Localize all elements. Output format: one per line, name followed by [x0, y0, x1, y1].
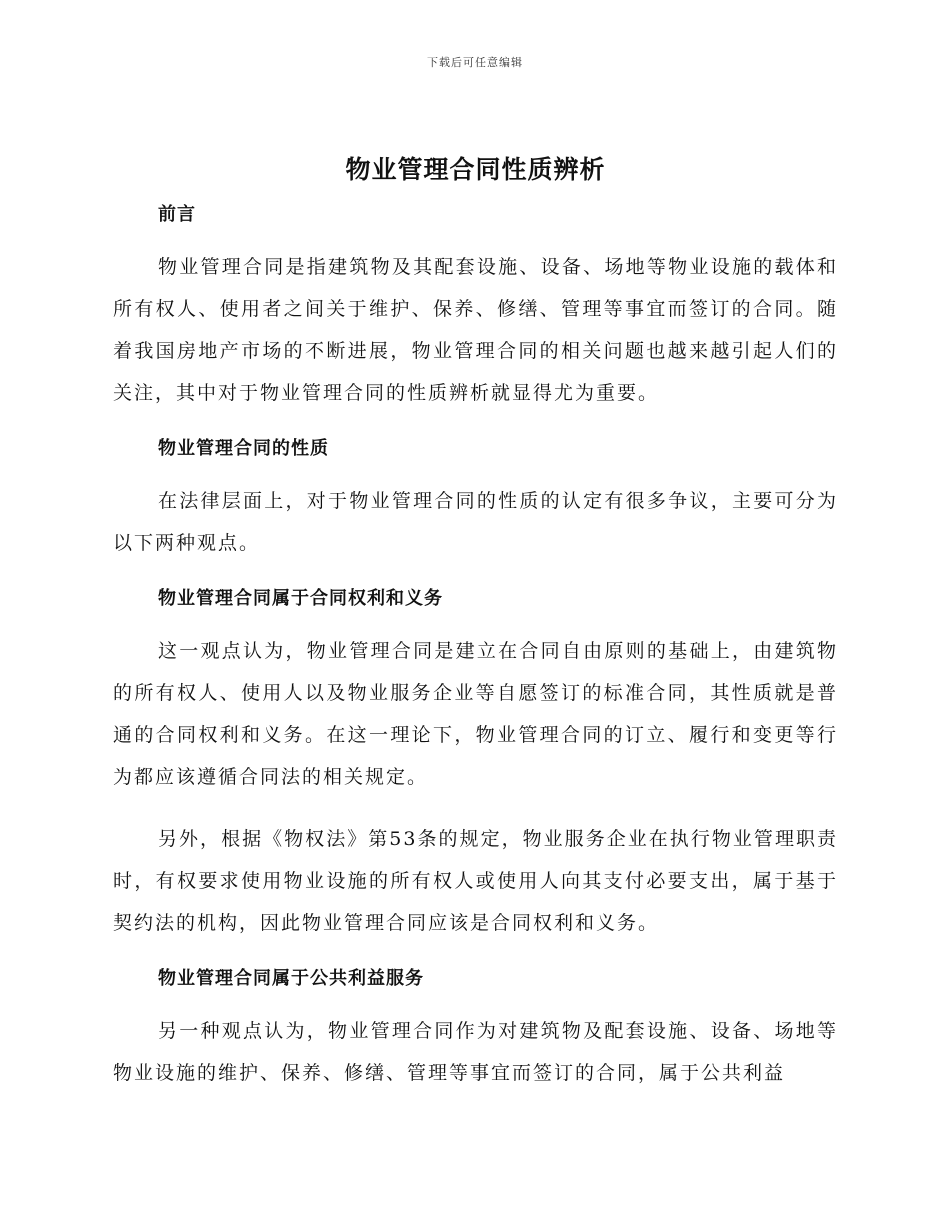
contract-rights-paragraph-1: 这一观点认为，物业管理合同是建立在合同自由原则的基础上，由建筑物的所有权人、使用人以及物业服务企业等自愿签订的标准合同，其性质就是普通的合同权利和义务。在这一理论下，物业管理合同的订立、履行和变更等行为都应该遵循合同法的相关规定。	[113, 640, 838, 788]
section-heading-contract-rights: 物业管理合同属于合同权利和义务	[158, 588, 443, 609]
public-interest-paragraph: 另一种观点认为，物业管理合同作为对建筑物及配套设施、设备、场地等物业设施的维护、保养、修缮、管理等事宜而签订的合同，属于公共利益	[113, 1020, 838, 1084]
section-heading-preface: 前言	[158, 204, 196, 225]
section-heading-nature: 物业管理合同的性质	[158, 438, 329, 459]
preface-paragraph: 物业管理合同是指建筑物及其配套设施、设备、场地等物业设施的载体和所有权人、使用者之间关于维护、保养、修缮、管理等事宜而签订的合同。随着我国房地产市场的不断进展，物业管理合同的相关问题也越来越引起人们的关注，其中对于物业管理合同的性质辨析就显得尤为重要。	[113, 256, 838, 404]
section-heading-public-interest: 物业管理合同属于公共利益服务	[158, 968, 424, 989]
document-body	[113, 148, 838, 1094]
page-header: 下载后可任意编辑	[427, 56, 523, 69]
nature-paragraph: 在法律层面上，对于物业管理合同的性质的认定有很多争议，主要可分为以下两种观点。	[113, 490, 838, 554]
document-title: 物业管理合同性质辨析	[345, 155, 606, 184]
contract-rights-paragraph-2: 另外，根据《物权法》第53条的规定，物业服务企业在执行物业管理职责时，有权要求使用物业设施的所有权人或使用人向其支付必要支出，属于基于契约法的机构，因此物业管理合同应该是合同权利和义务。	[113, 828, 838, 934]
